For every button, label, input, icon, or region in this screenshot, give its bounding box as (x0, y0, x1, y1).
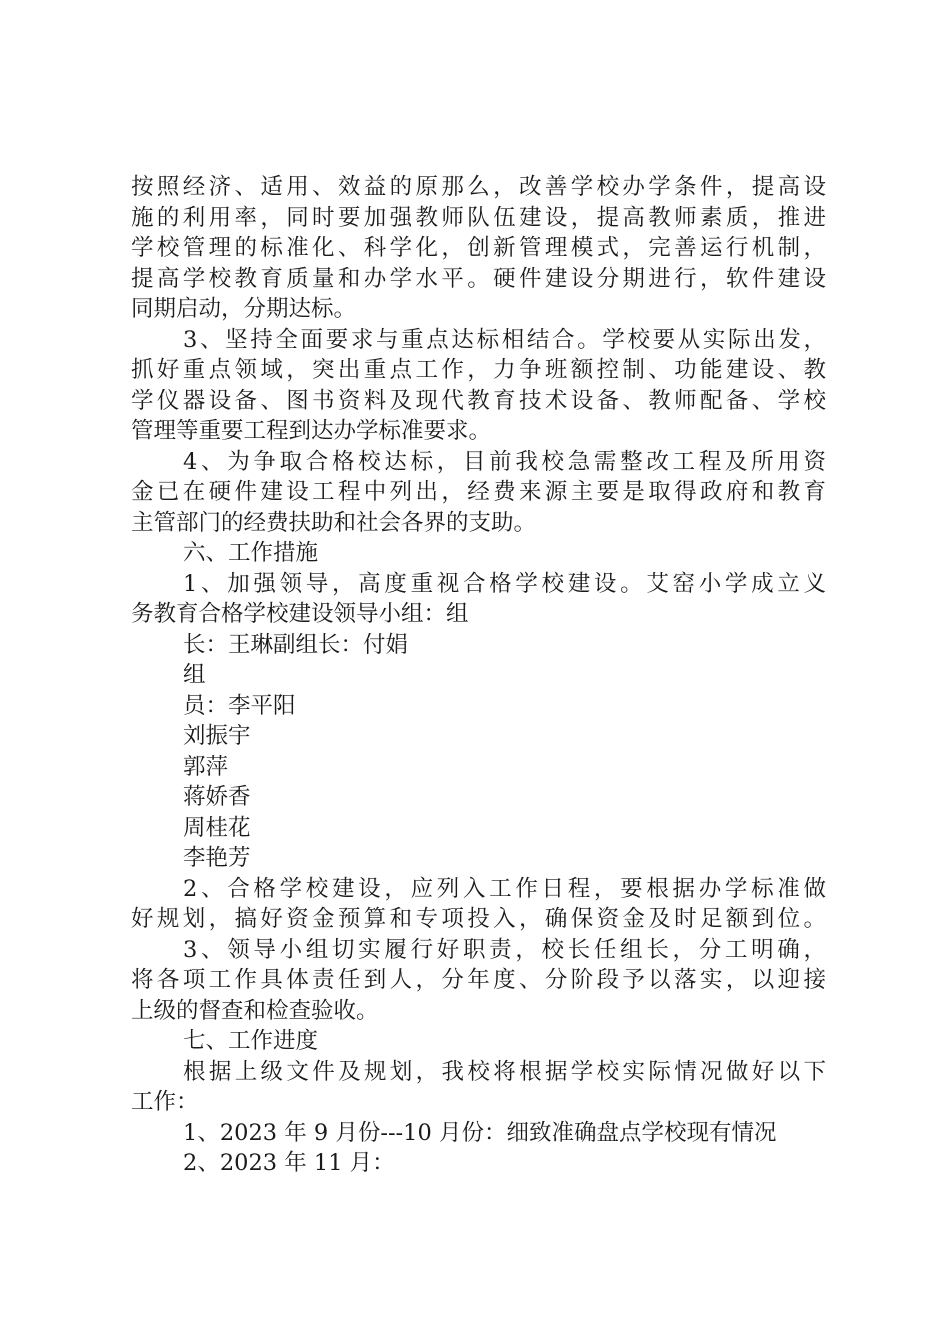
text-line: 周桂花 (183, 814, 251, 841)
text-line: 1、加强领导，高度重视合格学校建设。艾窑小学成立义 (183, 570, 826, 597)
text-line: 主管部门的经费扶助和社会各界的支助。 (131, 509, 537, 536)
text-line: 组 (183, 662, 206, 688)
document-body (131, 172, 826, 1179)
text-line: 4、为争取合格校达标，目前我校急需整改工程及所用资 (183, 448, 826, 475)
text-line: 1、2023 年 9 月份---10 月份：细致准确盘点学校现有情况 (183, 1119, 777, 1146)
text-line: 管理等重要工程到达办学标准要求。 (131, 418, 492, 444)
text-line: 3、领导小组切实履行好职责，校长任组长，分工明确， (183, 936, 826, 963)
text-line: 将各项工作具体责任到人，分年度、分阶段予以落实，以迎接 (131, 967, 826, 993)
text-line: 员：李平阳 (183, 692, 296, 719)
text-line: 长：王琳副组长：付娟 (183, 631, 409, 658)
text-line: 提高学校教育质量和办学水平。硬件建设分期进行，软件建设 (131, 265, 826, 292)
text-line: 六、工作措施 (183, 540, 319, 566)
text-line: 根据上级文件及规划，我校将根据学校实际情况做好以下 (183, 1058, 826, 1085)
text-line: 2、2023 年 11 月： (183, 1150, 395, 1176)
text-line: 金已在硬件建设工程中列出，经费来源主要是取得政府和教育 (131, 479, 826, 505)
text-line: 工作： (131, 1089, 199, 1115)
text-line: 上级的督查和检查验收。 (131, 997, 379, 1024)
text-line: 刘振宇 (183, 723, 251, 749)
text-line: 七、工作进度 (183, 1028, 319, 1054)
text-line: 学校管理的标准化、科学化，创新管理模式，完善运行机制， (131, 235, 826, 261)
text-line: 务教育合格学校建设领导小组：组 (131, 601, 469, 627)
text-line: 好规划，搞好资金预算和专项投入，确保资金及时足额到位。 (131, 906, 826, 932)
text-line: 按照经济、适用、效益的原那么，改善学校办学条件，提高设 (131, 174, 826, 200)
text-line: 郭萍 (183, 753, 229, 780)
text-line: 3、坚持全面要求与重点达标相结合。学校要从实际出发， (183, 326, 826, 353)
text-line: 2、合格学校建设，应列入工作日程，要根据办学标准做 (183, 875, 826, 902)
text-line: 学仪器设备、图书资料及现代教育技术设备、教师配备、学校 (131, 387, 826, 414)
text-line: 同期启动，分期达标。 (131, 296, 357, 322)
text-line: 施的利用率，同时要加强教师队伍建设，提高教师素质，推进 (131, 204, 826, 231)
text-line: 李艳芳 (183, 845, 251, 871)
text-line: 蒋娇香 (183, 784, 251, 810)
text-line: 抓好重点领域，突出重点工作，力争班额控制、功能建设、教 (131, 357, 826, 383)
